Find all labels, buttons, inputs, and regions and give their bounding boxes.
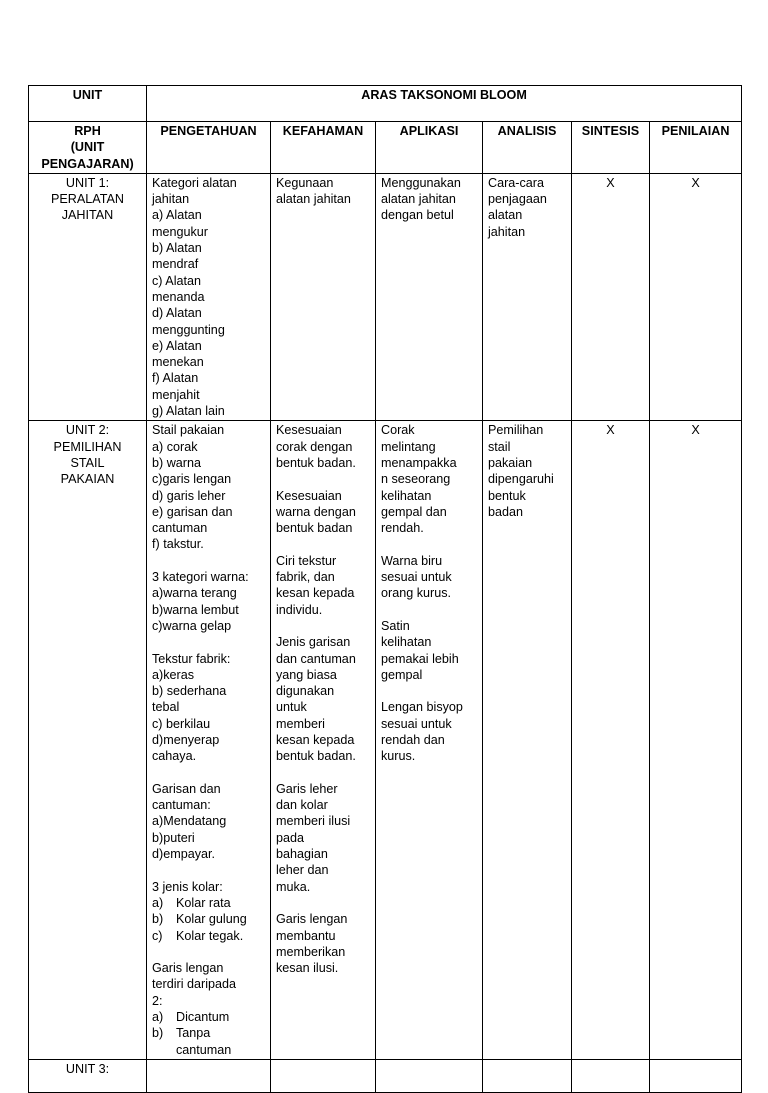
cell-paragraph: Corak melintang menampakka n seseorang kelihatan gempal dan rendah. <box>381 423 457 536</box>
list-item: b) Kolar gulung <box>152 912 247 927</box>
penilaian-cell: X <box>650 421 742 1060</box>
list-item: a) Kolar rata <box>152 895 231 910</box>
pengetahuan-column-header: PENGETAHUAN <box>147 122 271 174</box>
aplikasi-cell <box>376 421 483 1060</box>
cell-paragraph: Kategori alatan jahitan a) Alatan mengukur b) Alatan mendraf c) Alatan menanda d) Alatan menggunting e) Alatan menekan f) Alatan menjahit g) Alatan lain <box>152 175 237 419</box>
sintesis-cell: X <box>572 421 650 1060</box>
analisis-cell: Pemilihan stail pakaian dipengaruhi bentuk badan <box>483 421 572 1060</box>
analisis-cell <box>483 1059 572 1092</box>
list-item: a) Dicantum <box>152 1010 230 1025</box>
analisis-cell: Cara-cara penjagaan alatan jahitan <box>483 173 572 420</box>
pengetahuan-cell <box>147 173 271 420</box>
unit-cell: UNIT 1: PERALATAN JAHITAN <box>29 173 147 420</box>
cell-paragraph: Satin kelihatan pemakai lebih gempal <box>381 618 459 682</box>
pengetahuan-cell <box>147 421 271 1060</box>
kefahaman-cell: Kegunaan alatan jahitan <box>271 173 376 420</box>
cell-paragraph: Garis lengan membantu memberikan kesan ilusi. <box>276 912 348 976</box>
lengan-list: Garis lengan terdiri daripada 2: a) Dicantum b) Tanpa cantuman <box>152 960 265 1058</box>
list-item: b) Tanpa <box>152 1026 211 1041</box>
cell-paragraph: Stail pakaian a) corak b) warna c)garis lengan d) garis leher e) garisan dan cantuman f) takstur. <box>152 423 233 552</box>
cell-paragraph: Lengan bisyop sesuai untuk rendah dan kurus. <box>381 700 463 764</box>
cell-paragraph: Garisan dan cantuman: a)Mendatang b)puteri d)empayar. <box>152 781 227 862</box>
table-row <box>29 421 742 1060</box>
penilaian-column-header: PENILAIAN <box>650 122 742 174</box>
cell-paragraph: Jenis garisan dan cantuman yang biasa digunakan untuk memberi kesan kepada bentuk badan. <box>276 635 356 764</box>
cell-paragraph: 3 kategori warna: a)warna terang b)warna lembut c)warna gelap <box>152 570 249 633</box>
cell-paragraph: Kesesuaian warna dengan bentuk badan <box>276 488 356 536</box>
sintesis-cell <box>572 1059 650 1092</box>
table-row <box>29 173 742 420</box>
kefahaman-column-header: KEFAHAMAN <box>271 122 376 174</box>
aplikasi-cell: Menggunakan alatan jahitan dengan betul <box>376 173 483 420</box>
unit-header: UNIT <box>29 86 147 122</box>
kefahaman-cell <box>271 1059 376 1092</box>
column-header-row <box>29 122 742 174</box>
aplikasi-cell <box>376 1059 483 1092</box>
rph-column-header: RPH (UNIT PENGAJARAN) <box>29 122 147 174</box>
bloom-taxonomy-table <box>28 85 742 1093</box>
kefahaman-cell <box>271 421 376 1060</box>
penilaian-cell: X <box>650 173 742 420</box>
kolar-list: 3 jenis kolar: a) Kolar rata b) Kolar gulung c) Kolar tegak. <box>152 879 265 944</box>
unit-cell: UNIT 3: <box>29 1059 147 1092</box>
aras-taksonomi-header: ARAS TAKSONOMI BLOOM <box>147 86 742 122</box>
cell-paragraph: Ciri tekstur fabrik, dan kesan kepada individu. <box>276 553 355 617</box>
cell-paragraph: Garis leher dan kolar memberi ilusi pada bahagian leher dan muka. <box>276 781 351 894</box>
cell-paragraph: Warna biru sesuai untuk orang kurus. <box>381 553 452 601</box>
sintesis-column-header: SINTESIS <box>572 122 650 174</box>
list-item: c) Kolar tegak. <box>152 928 244 943</box>
cell-paragraph: Kesesuaian corak dengan bentuk badan. <box>276 423 356 470</box>
pengetahuan-cell <box>147 1059 271 1092</box>
analisis-column-header: ANALISIS <box>483 122 572 174</box>
sintesis-cell: X <box>572 173 650 420</box>
unit-cell: UNIT 2: PEMILIHAN STAIL PAKAIAN <box>29 421 147 1060</box>
table-row <box>29 1059 742 1092</box>
aplikasi-column-header: APLIKASI <box>376 122 483 174</box>
header-row <box>29 86 742 122</box>
cell-paragraph: Tekstur fabrik: a)keras b) sederhana tebal c) berkilau d)menyerap cahaya. <box>152 651 231 764</box>
penilaian-cell <box>650 1059 742 1092</box>
